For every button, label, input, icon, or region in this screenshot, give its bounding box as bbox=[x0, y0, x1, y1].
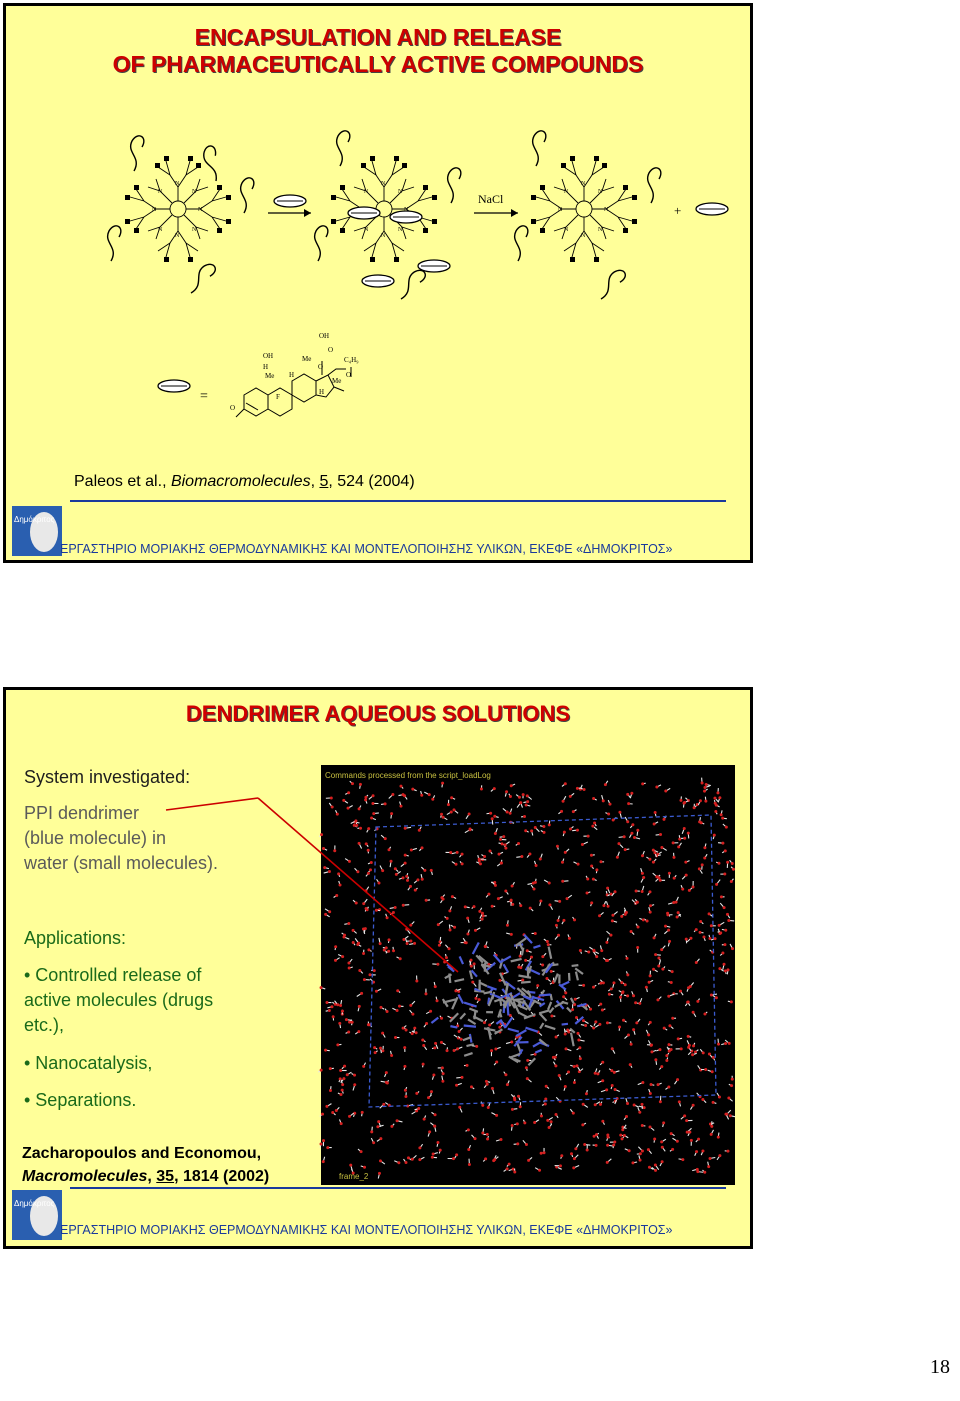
slide-title: DENDRIMER AQUEOUS SOLUTIONS bbox=[185, 701, 571, 726]
oh-top-label: OH bbox=[319, 332, 330, 340]
ref-volume: 35 bbox=[156, 1168, 175, 1185]
o-ester-label: O bbox=[318, 363, 324, 371]
me-ring-label: Me bbox=[265, 372, 275, 380]
bullet-1-line-1: • Controlled release of bbox=[24, 965, 202, 985]
encapsulation-scheme: NN N N N NaCl + = OH OH Me Me Me H H H F O O O O C₄H₉ bbox=[6, 121, 750, 541]
applications-heading: Applications: bbox=[24, 928, 127, 948]
lab-footer: ΕΡΓΑΣΤΗΡΙΟ ΜΟΡΙΑΚΗΣ ΘΕΡΜΟΔΥΝΑΜΙΚΗΣ ΚΑΙ ΜΟΝΤΕΛΟΠΟΙΗΣΗΣ ΥΛΙΚΩΝ, ΕΚΕΦΕ «ΔΗΜΟΚΡΙΤΟΣ» bbox=[60, 542, 673, 556]
title-line-2: OF PHARMACEUTICALLY ACTIVE COMPOUNDS bbox=[112, 51, 644, 77]
page-number: 18 bbox=[930, 1356, 950, 1378]
ref-journal: Biomacromolecules bbox=[170, 473, 311, 490]
system-line-2: (blue molecule) in bbox=[24, 828, 167, 848]
ref-pages-year: , 1814 (2002) bbox=[174, 1168, 270, 1185]
bullet-nanocatalysis: • Nanocatalysis, bbox=[24, 1053, 153, 1073]
slide-dendrimer-solutions bbox=[3, 687, 753, 1249]
equals-sign: = bbox=[200, 389, 208, 404]
o-ketone-label: O bbox=[230, 404, 236, 412]
plus-sign: + bbox=[674, 203, 682, 218]
footer-rule bbox=[70, 500, 726, 502]
reference-citation: Zacharopoulos and Economou, Macromolecules, 35, 1814 (2002) bbox=[22, 1142, 269, 1188]
me-top-label: Me bbox=[302, 355, 312, 363]
reference-citation: Paleos et al., Biomacromolecules, 5, 524 (2004) bbox=[74, 473, 415, 490]
f-label: F bbox=[276, 393, 280, 401]
nacl-label: NaCl bbox=[478, 192, 504, 206]
slide-encapsulation bbox=[3, 3, 753, 563]
o-upper-label: O bbox=[328, 346, 334, 354]
lab-footer: ΕΡΓΑΣΤΗΡΙΟ ΜΟΡΙΑΚΗΣ ΘΕΡΜΟΔΥΝΑΜΙΚΗΣ ΚΑΙ ΜΟΝΤΕΛΟΠΟΙΗΣΗΣ ΥΛΙΚΩΝ, ΕΚΕΦΕ «ΔΗΜΟΚΡΙΤΟΣ» bbox=[60, 1223, 673, 1237]
ref-pages-year: , 524 (2004) bbox=[328, 473, 415, 490]
logo-text: Δημόκριτος bbox=[14, 515, 55, 524]
sim-caption: Commands processed from the script_loadLog bbox=[325, 771, 491, 780]
footer-rule bbox=[70, 1187, 726, 1189]
h-upper-label: H bbox=[263, 363, 269, 371]
oh-left-label: OH bbox=[263, 352, 274, 360]
bullet-1-line-2: active molecules (drugs bbox=[24, 990, 214, 1010]
ref-volume: 5 bbox=[319, 473, 329, 490]
sim-corner-label: frame_2 bbox=[339, 1172, 369, 1181]
h-low-label: H bbox=[319, 388, 325, 396]
chain-label: C₄H₉ bbox=[344, 356, 359, 364]
system-line-3: water (small molecules). bbox=[24, 853, 219, 873]
o-lower-label: O bbox=[346, 371, 352, 379]
slide-title bbox=[6, 24, 750, 78]
ref-authors: Paleos et al. bbox=[74, 473, 163, 490]
system-line-1: PPI dendrimer bbox=[24, 803, 140, 823]
steroid-structure bbox=[236, 361, 351, 417]
institute-logo bbox=[12, 506, 62, 556]
title-line-1: ENCAPSULATION AND RELEASE bbox=[194, 24, 562, 50]
system-heading: System investigated: bbox=[24, 767, 191, 787]
institute-logo bbox=[12, 1190, 62, 1240]
logo-text: Δημόκριτος bbox=[14, 1199, 55, 1208]
bullet-1-line-3: etc.), bbox=[24, 1015, 65, 1035]
h-mid-label: H bbox=[289, 371, 295, 379]
ref-journal: Macromolecules bbox=[22, 1168, 148, 1185]
me-right-label: Me bbox=[332, 377, 342, 385]
bullet-separations: • Separations. bbox=[24, 1090, 137, 1110]
ref-authors: Zacharopoulos and Economou, bbox=[22, 1145, 262, 1162]
